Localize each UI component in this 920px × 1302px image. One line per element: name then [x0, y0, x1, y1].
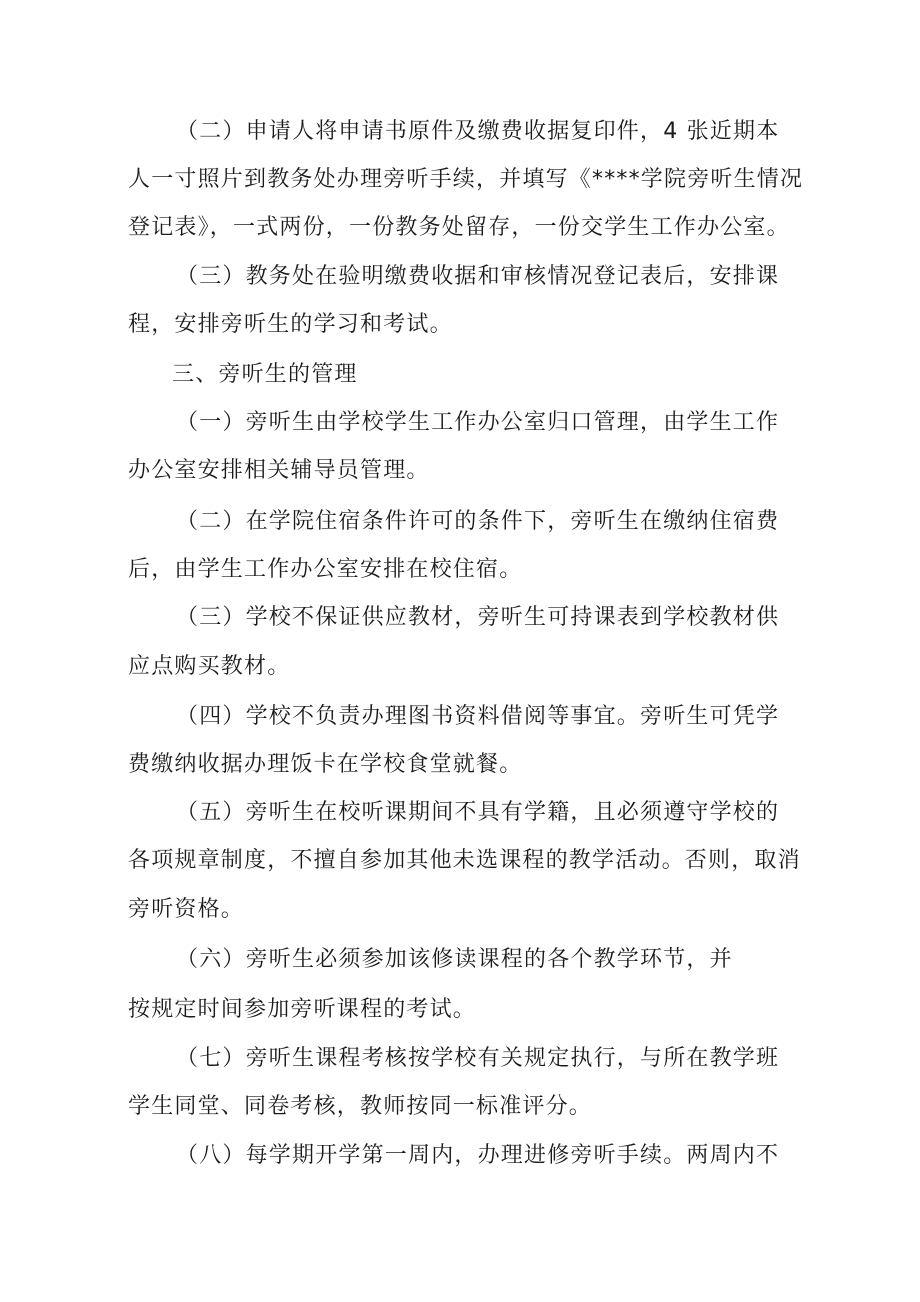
paragraph-line: 应点购买教材。 [128, 654, 291, 679]
paragraph-line: （六）旁听生必须参加该修读课程的各个教学环节，并 [176, 947, 733, 972]
paragraph-line: 办公室安排相关辅导员管理。 [128, 458, 430, 483]
section-heading: 三、旁听生的管理 [172, 362, 358, 387]
paragraph-line: （七）旁听生课程考核按学校有关规定执行，与所在教学班 [176, 1046, 780, 1071]
paragraph-line: （二）申请人将申请书原件及缴费收据复印件，4 张近期本 [176, 119, 780, 144]
paragraph-line: 各项规章制度，不擅自参加其他未选课程的教学活动。否则，取消 [128, 848, 801, 873]
paragraph-line: 人一寸照片到教务处办理旁听手续，并填写《****学院旁听生情况 [128, 167, 804, 192]
paragraph-line: 程，安排旁听生的学习和考试。 [128, 312, 453, 337]
paragraph-line: （四）学校不负责办理图书资料借阅等事宜。旁听生可凭学 [176, 704, 780, 729]
paragraph-line: （一）旁听生由学校学生工作办公室归口管理，由学生工作 [176, 410, 780, 435]
paragraph-line: 登记表》，一式两份，一份教务处留存，一份交学生工作办公室。 [128, 215, 790, 240]
paragraph-line: （八）每学期开学第一周内，办理进修旁听手续。两周内不 [176, 1143, 780, 1168]
paragraph-line: （五）旁听生在校听课期间不具有学籍，且必须遵守学校的 [176, 800, 780, 825]
paragraph-line: 费缴纳收据办理饭卡在学校食堂就餐。 [128, 752, 523, 777]
paragraph-line: （三）教务处在验明缴费收据和审核情况登记表后，安排课 [176, 264, 780, 289]
paragraph-line: 学生同堂、同卷考核，教师按同一标准评分。 [128, 1094, 593, 1119]
paragraph-line: 按规定时间参加旁听课程的考试。 [128, 997, 477, 1022]
paragraph-line: （二）在学院住宿条件许可的条件下，旁听生在缴纳住宿费 [176, 509, 780, 534]
paragraph-line: 旁听资格。 [128, 897, 245, 922]
paragraph-line: （三）学校不保证供应教材，旁听生可持课表到学校教材供 [176, 605, 780, 630]
paragraph-line: 后，由学生工作办公室安排在校住宿。 [128, 557, 523, 582]
